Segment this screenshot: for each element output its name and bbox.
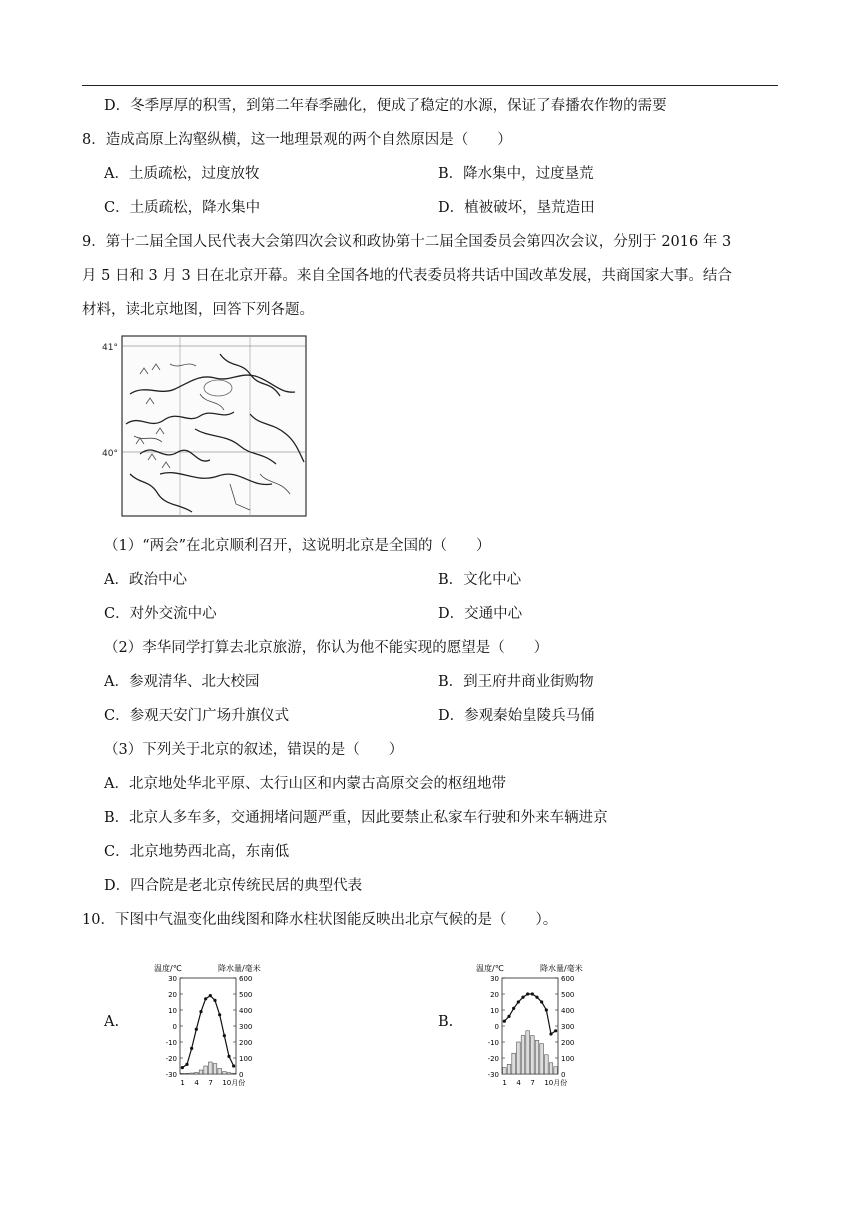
header-rule bbox=[82, 85, 778, 86]
chart-b-temp-point bbox=[531, 992, 534, 995]
q9-3-stem: （3）下列关于北京的叙述，错误的是（ ） bbox=[104, 742, 404, 758]
q9-stem-line-1: 9．第十二届全国人民代表大会第四次会议和政协第十二届全国委员会第四次会议，分别于 2016 年 3 bbox=[82, 234, 732, 250]
climate-chart-b bbox=[462, 962, 622, 1100]
q8-option-a: A．土质疏松，过度放牧 bbox=[104, 166, 260, 182]
chart-a-precip-bar bbox=[232, 1073, 236, 1074]
chart-a-x-tick: 10月份 bbox=[222, 1079, 246, 1087]
chart-b-x-tick: 1 bbox=[502, 1079, 507, 1087]
chart-a-temp-axis-label: 温度/℃ bbox=[154, 964, 182, 973]
chart-a-x-tick: 4 bbox=[194, 1079, 199, 1087]
chart-b-temp-point bbox=[521, 996, 524, 999]
chart-b-temp-point bbox=[526, 992, 529, 995]
chart-b-precip-bar bbox=[517, 1042, 521, 1074]
q9-3-option-c: C．北京地势西北高，东南低 bbox=[104, 844, 290, 860]
chart-a-precip-bar bbox=[190, 1073, 194, 1074]
chart-a-precip-bar bbox=[204, 1066, 208, 1074]
chart-b-temp-tick: -30 bbox=[487, 1071, 499, 1079]
q9-1-option-a: A．政治中心 bbox=[104, 572, 187, 588]
chart-a-precip-tick: 400 bbox=[239, 1007, 253, 1015]
chart-a-temp-point bbox=[218, 1013, 221, 1016]
chart-b-temp-tick: 0 bbox=[494, 1023, 499, 1031]
chart-a-precip-bar bbox=[218, 1068, 222, 1074]
chart-a-temp-point bbox=[232, 1064, 235, 1067]
chart-b-precip-axis-label: 降水量/毫米 bbox=[540, 964, 583, 973]
q9-stem-line-2: 月 5 日和 3 月 3 日在北京开幕。来自全国各地的代表委员将共话中国改革发展，共商国家大事。结合 bbox=[82, 268, 732, 284]
chart-b-precip-bar bbox=[554, 1067, 558, 1074]
chart-a-precip-bar bbox=[199, 1070, 203, 1074]
chart-a-temp-point bbox=[199, 1010, 202, 1013]
chart-b-temp-axis-label: 温度/℃ bbox=[476, 964, 504, 973]
q9-2-option-d: D．参观秦始皇陵兵马俑 bbox=[438, 708, 595, 724]
chart-b-x-tick: 10月份 bbox=[544, 1079, 568, 1087]
chart-b-temp-tick: -10 bbox=[487, 1039, 499, 1047]
chart-b-precip-tick: 400 bbox=[561, 1007, 575, 1015]
chart-b-precip-bar bbox=[521, 1036, 525, 1074]
q9-2-stem: （2）李华同学打算去北京旅游，你认为他不能实现的愿望是（ ） bbox=[104, 640, 549, 656]
q9-3-option-b: B．北京人多车多，交通拥堵问题严重，因此要禁止私家车行驶和外来车辆进京 bbox=[104, 810, 608, 826]
chart-a-x-tick: 1 bbox=[180, 1079, 185, 1087]
chart-a-temp-tick: 0 bbox=[172, 1023, 177, 1031]
map-lat-40: 40° bbox=[102, 449, 118, 459]
chart-a-option-label: A. bbox=[104, 1014, 120, 1030]
q8-option-b: B．降水集中，过度垦荒 bbox=[438, 166, 594, 182]
chart-a-temp-tick: 30 bbox=[168, 975, 177, 983]
chart-a-precip-bar bbox=[213, 1064, 217, 1074]
map-lat-41: 41° bbox=[102, 343, 118, 353]
chart-a-temp-point bbox=[227, 1055, 230, 1058]
chart-b-temp-point bbox=[503, 1020, 506, 1023]
chart-a-temp-point bbox=[209, 994, 212, 997]
chart-a-temp-point bbox=[181, 1066, 184, 1069]
beijing-map bbox=[100, 334, 310, 520]
chart-a-precip-bar bbox=[209, 1062, 213, 1074]
chart-b-precip-bar bbox=[512, 1053, 516, 1074]
chart-a-precip-tick: 200 bbox=[239, 1039, 253, 1047]
chart-b-temp-line bbox=[504, 994, 555, 1034]
chart-b-precip-bar bbox=[545, 1055, 549, 1074]
chart-a-temp-point bbox=[204, 997, 207, 1000]
chart-a-temp-point bbox=[190, 1047, 193, 1050]
chart-b-temp-tick: -20 bbox=[487, 1055, 499, 1063]
chart-a-precip-bar bbox=[185, 1073, 189, 1074]
chart-b-precip-bar bbox=[549, 1063, 553, 1074]
q8-stem: 8．造成高原上沟壑纵横，这一地理景观的两个自然原因是（ ） bbox=[82, 132, 512, 148]
chart-b-temp-point bbox=[512, 1007, 515, 1010]
chart-a-precip-tick: 100 bbox=[239, 1055, 253, 1063]
q9-1-stem: （1）“两会”在北京顺利召开，这说明北京是全国的（ ） bbox=[104, 538, 491, 554]
q9-2-option-b: B．到王府井商业街购物 bbox=[438, 674, 594, 690]
chart-a-precip-axis-label: 降水量/毫米 bbox=[218, 964, 261, 973]
chart-b-temp-point bbox=[554, 1029, 557, 1032]
chart-a-temp-tick: -10 bbox=[165, 1039, 177, 1047]
chart-a-precip-tick: 0 bbox=[239, 1071, 244, 1079]
chart-a-precip-bar bbox=[181, 1073, 185, 1074]
chart-a-temp-tick: -30 bbox=[165, 1071, 177, 1079]
q9-2-option-a: A．参观清华、北大校园 bbox=[104, 674, 260, 690]
chart-b-temp-tick: 10 bbox=[490, 1007, 499, 1015]
chart-b-precip-bar bbox=[531, 1036, 535, 1074]
chart-b-precip-tick: 500 bbox=[561, 991, 575, 999]
chart-a-temp-tick: 20 bbox=[168, 991, 177, 999]
chart-b-x-tick: 7 bbox=[530, 1079, 535, 1087]
chart-a-precip-tick: 500 bbox=[239, 991, 253, 999]
q8-option-d: D．植被破坏，垦荒造田 bbox=[438, 200, 595, 216]
chart-a-precip-bar bbox=[223, 1072, 227, 1074]
chart-b-temp-tick: 20 bbox=[490, 991, 499, 999]
chart-b-temp-point bbox=[540, 1000, 543, 1003]
chart-b-precip-tick: 200 bbox=[561, 1039, 575, 1047]
q9-3-option-a: A．北京地处华北平原、太行山区和内蒙古高原交会的枢纽地带 bbox=[104, 776, 506, 792]
chart-b-temp-point bbox=[545, 1008, 548, 1011]
q9-3-option-d: D．四合院是老北京传统民居的典型代表 bbox=[104, 878, 363, 894]
q9-2-option-c: C．参观天安门广场升旗仪式 bbox=[104, 708, 290, 724]
q8-option-c: C．土质疏松，降水集中 bbox=[104, 200, 261, 216]
q7-option-d: D．冬季厚厚的积雪，到第二年春季融化，便成了稳定的水源，保证了春播农作物的需要 bbox=[104, 98, 667, 114]
chart-b-precip-tick: 100 bbox=[561, 1055, 575, 1063]
chart-b-temp-point bbox=[549, 1032, 552, 1035]
chart-b-precip-tick: 300 bbox=[561, 1023, 575, 1031]
q9-1-option-b: B．文化中心 bbox=[438, 572, 522, 588]
q9-1-option-c: C．对外交流中心 bbox=[104, 606, 217, 622]
chart-b-precip-bar bbox=[507, 1064, 511, 1074]
chart-a-precip-tick: 300 bbox=[239, 1023, 253, 1031]
chart-a-precip-tick: 600 bbox=[239, 975, 253, 983]
chart-b-x-tick: 4 bbox=[516, 1079, 521, 1087]
chart-b-precip-bar bbox=[540, 1044, 544, 1074]
chart-b-option-label: B. bbox=[438, 1014, 454, 1030]
chart-a-temp-point bbox=[213, 999, 216, 1002]
climate-chart-a bbox=[140, 962, 300, 1100]
chart-a-temp-tick: -20 bbox=[165, 1055, 177, 1063]
chart-b-precip-bar bbox=[503, 1068, 507, 1074]
chart-a-x-tick: 7 bbox=[208, 1079, 213, 1087]
chart-a-precip-bar bbox=[227, 1073, 231, 1074]
chart-a-temp-point bbox=[185, 1063, 188, 1066]
chart-b-temp-point bbox=[535, 996, 538, 999]
chart-b-precip-tick: 600 bbox=[561, 975, 575, 983]
chart-b-precip-tick: 0 bbox=[561, 1071, 566, 1079]
chart-a-temp-line bbox=[182, 996, 233, 1068]
chart-b-temp-point bbox=[507, 1015, 510, 1018]
q10-stem: 10．下图中气温变化曲线图和降水柱状图能反映出北京气候的是（ ）。 bbox=[82, 912, 558, 928]
chart-b-temp-tick: 30 bbox=[490, 975, 499, 983]
chart-b-precip-bar bbox=[526, 1031, 530, 1074]
chart-a-precip-bar bbox=[195, 1072, 199, 1074]
chart-b-precip-bar bbox=[535, 1040, 539, 1074]
chart-a-temp-point bbox=[195, 1028, 198, 1031]
q9-stem-line-3: 材料，读北京地图，回答下列各题。 bbox=[82, 302, 314, 318]
q9-1-option-d: D．交通中心 bbox=[438, 606, 523, 622]
chart-a-temp-tick: 10 bbox=[168, 1007, 177, 1015]
chart-b-temp-point bbox=[517, 1000, 520, 1003]
chart-a-temp-point bbox=[223, 1034, 226, 1037]
